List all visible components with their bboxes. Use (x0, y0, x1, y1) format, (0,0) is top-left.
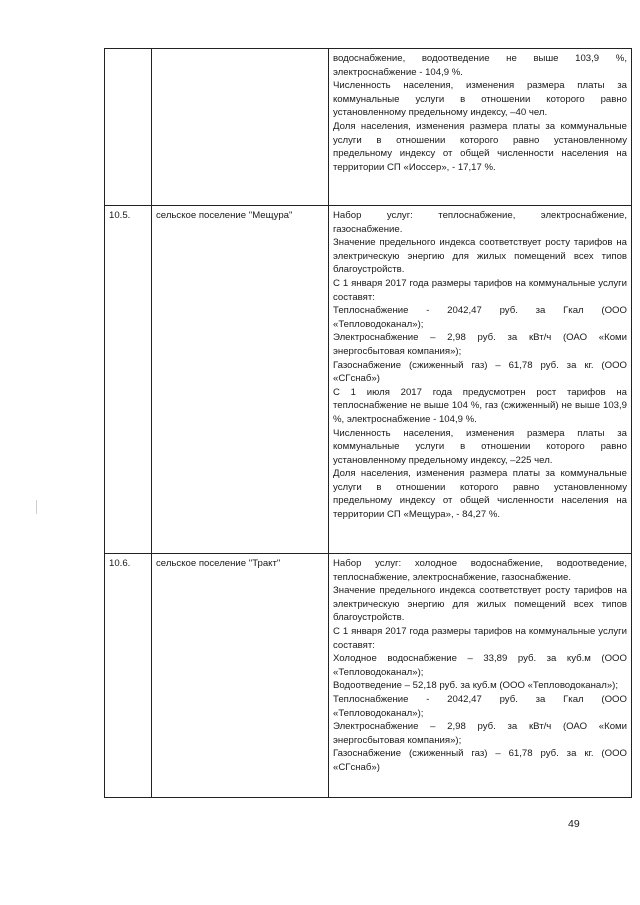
table-row (105, 206, 632, 554)
content-paragraph: Набор услуг: теплоснабжение, электроснабжение, газоснабжение. (333, 210, 627, 235)
content-paragraph: С 1 января 2017 года размеры тарифов на коммунальные услуги составят: (333, 277, 627, 303)
content-paragraph: Набор услуг: холодное водоснабжение, водоотведение, теплоснабжение, электроснабжение, газоснабжение. (333, 558, 627, 583)
content-paragraph: С 1 января 2017 года размеры тарифов на коммунальные услуги составят: (333, 625, 627, 651)
row-number (105, 49, 152, 206)
table-row (105, 554, 632, 798)
content-paragraph: Значение предельного индекса соответствует росту тарифов на электрическую энергию для жилых помещений всех типов благоустройств. (333, 585, 627, 624)
content-paragraph: водоснабжение, водоотведение не выше 103,9 %, электроснабжение - 104,9 %. (333, 53, 627, 78)
content-paragraph: Значение предельного индекса соответствует росту тарифов на электрическую энергию для жилых помещений всех типов благоустройств. (333, 237, 627, 276)
settlement-name: сельское поселение "Тракт" (152, 554, 329, 798)
content-paragraph: Теплоснабжение - 2042,47 руб. за Гкал (ООО «Тепловодоканал»); (333, 693, 627, 719)
content-paragraph: Доля населения, изменения размера платы за коммунальные услуги в отношении которого равно установленному предельному индексу от общей численности населения на территории СП «Мещура», - 84,27 %. (333, 468, 627, 521)
content-paragraph: Холодное водоснабжение – 33,89 руб. за куб.м (ООО «Тепловодоканал»); (333, 653, 627, 678)
content-paragraph: Электроснабжение – 2,98 руб. за кВт/ч (ОАО «Коми энергосбытовая компания»); (333, 332, 627, 357)
page-number: 49 (568, 818, 580, 830)
row-content (329, 206, 632, 554)
content-paragraph: Численность населения, изменения размера платы за коммунальные услуги в отношении которого равно установленному предельному индексу, –225 чел. (333, 427, 627, 466)
row-content (329, 554, 632, 798)
row-number: 10.6. (105, 554, 152, 798)
content-paragraph: Водоотведение – 52,18 руб. за куб.м (ООО «Тепловодоканал»); (333, 680, 619, 692)
table-row (105, 49, 632, 206)
content-paragraph: Газоснабжение (сжиженный газ) – 61,78 руб. за кг. (ООО «СГснаб») (333, 359, 627, 385)
content-paragraph: Электроснабжение – 2,98 руб. за кВт/ч (ОАО «Коми энергосбытовая компания»); (333, 721, 627, 746)
settlement-name: сельское поселение "Мещура" (152, 206, 329, 554)
content-paragraph: С 1 июля 2017 года предусмотрен рост тарифов на теплоснабжение не выше 104 %, газ (сжиженный) не выше 103,9 %, электроснабжение - 104,9 %. (333, 386, 627, 425)
tariff-table (104, 48, 632, 798)
settlement-name (152, 49, 329, 206)
row-number: 10.5. (105, 206, 152, 554)
content-paragraph: Доля населения, изменения размера платы за коммунальные услуги в отношении которого равно установленному предельному индексу от общей численности населения на территории СП «Иоссер», - 17,17 %. (333, 120, 627, 173)
scan-margin-mark (36, 500, 37, 514)
content-paragraph: Теплоснабжение - 2042,47 руб. за Гкал (ООО «Тепловодоканал»); (333, 305, 627, 330)
content-paragraph: Газоснабжение (сжиженный газ) – 61,78 руб. за кг. (ООО «СГснаб») (333, 748, 627, 773)
content-paragraph: Численность населения, изменения размера платы за коммунальные услуги в отношении которого равно установленному предельному индексу, –40 чел. (333, 80, 627, 119)
row-content (329, 49, 632, 206)
